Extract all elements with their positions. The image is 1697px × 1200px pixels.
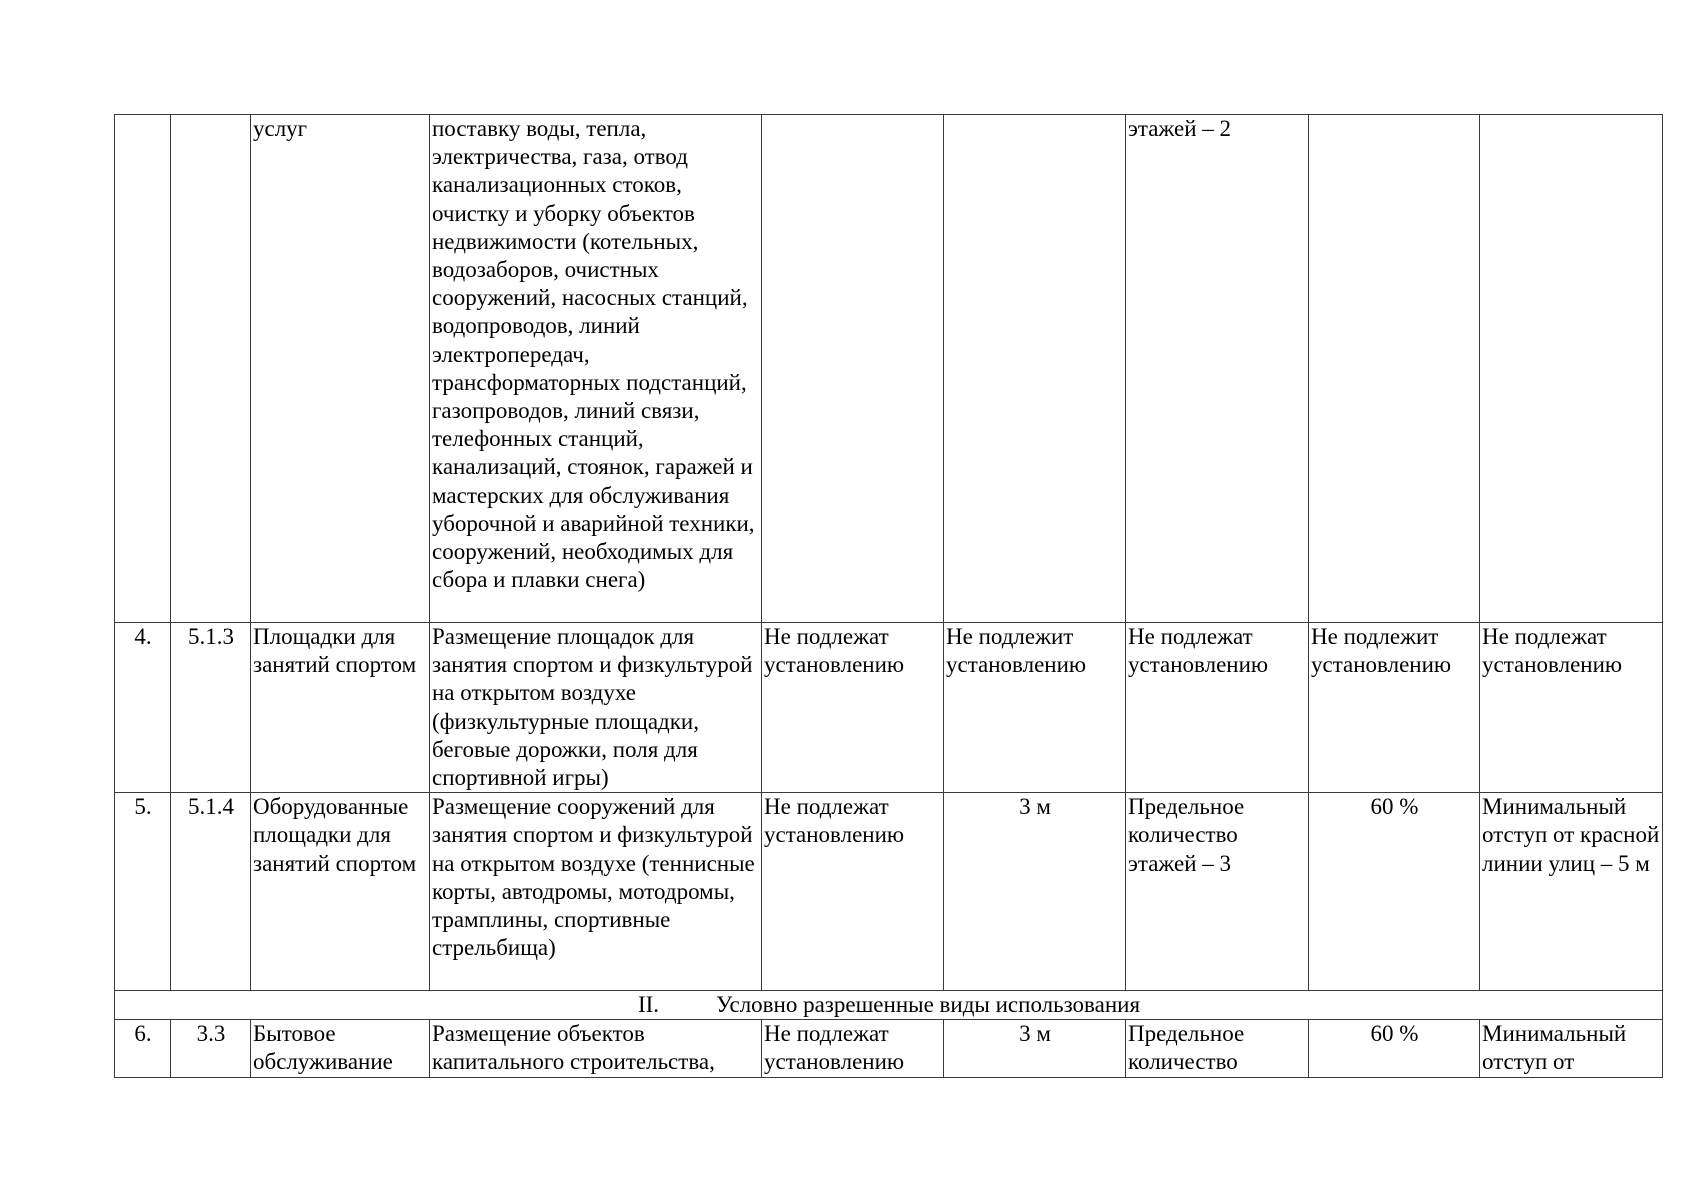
row-number: 6.	[115, 1020, 171, 1077]
floors-cell: этажей – 2	[1126, 115, 1309, 623]
other-params-cell: Минимальный отступ от	[1480, 1020, 1663, 1077]
use-name: Оборудованные площадки для занятий спортом	[251, 793, 430, 991]
land-use-table	[114, 114, 1663, 1078]
row-number: 5.	[115, 793, 171, 991]
setback-cell: 3 м	[944, 1020, 1126, 1077]
setback-cell: 3 м	[944, 793, 1126, 991]
use-name: Бытовое обслуживание	[251, 1020, 430, 1077]
use-description: Размещение сооружений для занятия спортом и физкультурой на открытом воздухе (теннисные корты, автодромы, мотодромы, трамплины, спортивные стрельбища)	[430, 793, 762, 991]
section-header-row	[115, 991, 1663, 1020]
plot-size-cell: Не подлежат установлению	[762, 623, 944, 793]
use-code	[171, 115, 251, 623]
coverage-cell: 60 %	[1309, 1020, 1480, 1077]
row-number	[115, 115, 171, 623]
coverage-cell: Не подлежит установлению	[1309, 623, 1480, 793]
row-number: 4.	[115, 623, 171, 793]
other-params-cell: Не подлежат установлению	[1480, 623, 1663, 793]
floors-cell: Предельное количество этажей – 3	[1126, 793, 1309, 991]
table-row	[115, 623, 1663, 793]
setback-cell	[944, 115, 1126, 623]
use-description: Размещение площадок для занятия спортом и физкультурой на открытом воздухе (физкультурные площадки, беговые дорожки, поля для спортивной игры)	[430, 623, 762, 793]
other-params-cell: Минимальный отступ от красной линии улиц – 5 м	[1480, 793, 1663, 991]
plot-size-cell: Не подлежат установлению	[762, 793, 944, 991]
use-code: 3.3	[171, 1020, 251, 1077]
setback-cell: Не подлежит установлению	[944, 623, 1126, 793]
floors-cell: Не подлежат установлению	[1126, 623, 1309, 793]
coverage-cell: 60 %	[1309, 793, 1480, 991]
coverage-cell	[1309, 115, 1480, 623]
use-code: 5.1.3	[171, 623, 251, 793]
section-title: Условно разрешенные виды использования	[715, 992, 1141, 1018]
section-number: II.	[637, 992, 660, 1018]
floors-cell: Предельное количество	[1126, 1020, 1309, 1077]
use-description: Размещение объектов капитального строительства,	[430, 1020, 762, 1077]
section-header	[115, 991, 1663, 1020]
use-code: 5.1.4	[171, 793, 251, 991]
other-params-cell	[1480, 115, 1663, 623]
use-description: поставку воды, тепла, электричества, газа, отвод канализационных стоков, очистку и уборку объектов недвижимости (котельных, водозаборов, очистных сооружений, насосных станций, водопроводов, линий электропередач, трансформаторных подстанций, газопроводов, линий связи, телефонных станций, канализаций, стоянок, гаражей и мастерских для обслуживания уборочной и аварийной техники, сооружений, необходимых для сбора и плавки снега)	[430, 115, 762, 623]
table-row	[115, 115, 1663, 623]
use-name: услуг	[251, 115, 430, 623]
plot-size-cell	[762, 115, 944, 623]
table-row	[115, 793, 1663, 991]
plot-size-cell: Не подлежат установлению	[762, 1020, 944, 1077]
use-name: Площадки для занятий спортом	[251, 623, 430, 793]
table-row	[115, 1020, 1663, 1077]
